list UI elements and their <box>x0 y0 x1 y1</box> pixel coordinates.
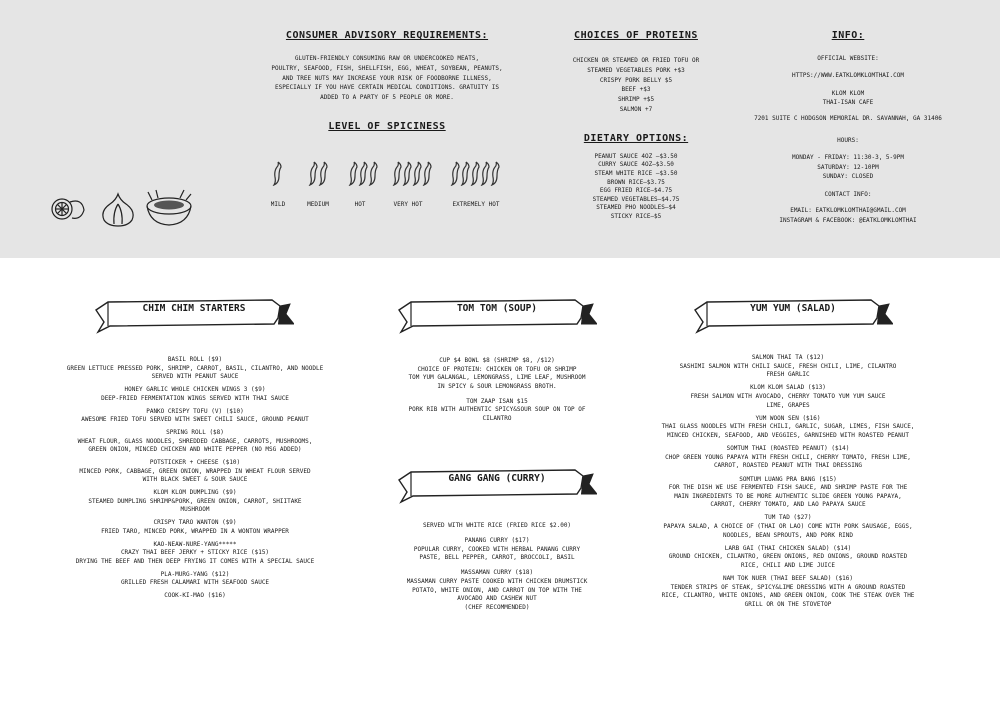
menu-item-description: RICE, CILANTRO, WHITE ONIONS, AND GREEN ONION, COOK THE STEAK OVER THE <box>661 592 915 600</box>
menu-item <box>638 476 938 510</box>
menu-item-description: RICE, CHILI AND LIME JUICE <box>741 562 835 570</box>
chili-icon <box>480 160 490 186</box>
menu-item-description: PAPAYA SALAD, A CHOICE OF (THAI OR LAO) COME WITH PORK SAUSAGE, EGGS, <box>663 523 913 531</box>
menu-item <box>40 429 350 455</box>
advisory-line: ADDED TO A PARTY OF 5 PEOPLE OR MORE. <box>320 94 454 102</box>
menu-item <box>638 415 938 441</box>
chili-icon <box>450 160 460 186</box>
menu-item-description: GRILLED FRESH CALAMARI WITH SEAFOOD SAUCE <box>120 579 270 587</box>
menu-item-name: HONEY GARLIC WHOLE CHICKEN WINGS 3 ($9) <box>124 386 266 394</box>
menu-item-description: MUSHROOM <box>180 506 210 514</box>
menu-item-name: YUM WOON SEN ($16) <box>755 414 821 422</box>
menu-item <box>352 569 642 612</box>
dietary-line: STEAMED VEGETABLES—$4.75 <box>592 195 680 203</box>
menu-item-name: MASSAMAN CURRY ($18) <box>460 569 534 577</box>
advisory-line: POULTRY, SEAFOOD, FISH, SHELLFISH, EGG, WHEAT, SOYBEAN, PEANUTS, <box>271 64 503 72</box>
hours-line: MONDAY - FRIDAY: 11:30-3, 5-9PM <box>792 153 904 161</box>
info-title: INFO: <box>831 30 865 41</box>
menu-item-name: TUM TAD ($27) <box>764 514 812 522</box>
menu-item-name: COOK-KI-MAO ($16) <box>164 592 226 600</box>
menu-item-description: FRESH GARLIC <box>766 371 810 379</box>
dietary-line: STEAMED PHO NOODLES—$4 <box>596 204 676 212</box>
banner-curry <box>397 466 597 506</box>
spice-label-medium: MEDIUM <box>307 201 329 208</box>
protein-line: SHRIMP +$5 <box>617 96 655 104</box>
chili-icon <box>470 160 480 186</box>
menu-item <box>40 459 350 485</box>
menu-item-description: PASTE, BELL PEPPER, CARROT, BROCCOLI, BASIL <box>419 554 575 562</box>
menu-item-description: IN SPICY & SOUR LEMONGRASS BROTH. <box>437 382 557 390</box>
spice-title: LEVEL OF SPICINESS <box>328 120 446 132</box>
chili-icon <box>368 160 378 186</box>
contact-social[interactable]: INSTAGRAM & FACEBOOK: @EATKLOMKLOMTHAI <box>779 216 917 224</box>
menu-item <box>40 489 350 515</box>
menu-item-description: CHOICE OF PROTEIN: CHICKEN OR TOFU OR SHRIMP <box>417 365 577 373</box>
menu-item <box>352 522 642 531</box>
lime-icon <box>52 199 84 219</box>
banner-starters <box>94 296 294 336</box>
menu-item-name: PLA-MURG-YANG ($12) <box>160 570 230 578</box>
menu-item-description: WHEAT FLOUR, GLASS NOODLES, SHREDDED CABBAGE, CARROTS, MUSHROOMS, <box>77 437 313 445</box>
banner-soup <box>397 296 597 336</box>
menu-item-name: BASIL ROLL ($9) <box>167 356 223 363</box>
menu-item <box>40 356 350 382</box>
dietary-line: STICKY RICE—$5 <box>610 212 662 220</box>
dietary-line: EGG FRIED RICE—$4.75 <box>599 187 673 195</box>
protein-line: BEEF +$3 <box>621 86 651 94</box>
menu-item <box>638 384 938 410</box>
menu-item-description: SERVED WITH PEANUT SAUCE <box>151 373 239 381</box>
menu-item-description: CRAZY THAI BEEF JERKY + STICKY RICE ($15) <box>120 549 270 557</box>
menu-item-description: AVOCADO AND CASHEW NUT <box>457 595 537 603</box>
menu-item <box>638 575 938 609</box>
menu-item-description: DRYING THE BEEF AND THEN DEEP FRYING IT COMES WITH A SPECIAL SAUCE <box>75 557 315 565</box>
menu-item <box>638 545 938 571</box>
banner-salad <box>693 296 893 336</box>
menu-item-description: STEAMED DUMPLING SHRIMP&PORK, GREEN ONION, CARROT, SHIITAKE <box>88 497 302 505</box>
menu-item-description: MASSAMAN CURRY PASTE COOKED WITH CHICKEN DRUMSTICK <box>406 577 588 585</box>
menu-item-description: TOM YUM GALANGAL, LEMONGRASS, LIME LEAF, MUSHROOM <box>408 374 586 382</box>
chili-icon <box>402 160 412 186</box>
protein-line: STEAMED VEGETABLES PORK +$3 <box>587 66 685 74</box>
starters-list <box>40 356 350 605</box>
contact-email[interactable]: EMAIL: EATKLOMKLOMTHAI@GMAIL.COM <box>790 206 906 214</box>
menu-item-name: SERVED WITH WHITE RICE (FRIED RICE $2.00) <box>422 522 572 529</box>
ingredient-illustrations <box>48 188 198 230</box>
advisory-title: CONSUMER ADVISORY REQUIREMENTS: <box>285 30 489 41</box>
menu-item <box>40 592 350 601</box>
salad-list <box>638 354 938 614</box>
ribbon-icon <box>397 296 597 336</box>
advisory-line: GLUTEN-FRIENDLY CONSUMING RAW OR UNDERCOOKED MEATS, <box>294 55 480 62</box>
restaurant-subtitle: THAI-ISAN CAFE <box>822 99 874 107</box>
menu-item <box>638 514 938 540</box>
dietary-line: PEANUT SAUCE 4OZ —$3.50 <box>594 152 678 160</box>
spice-label-extremely-hot: EXTREMELY HOT <box>452 201 500 208</box>
chili-icon <box>392 160 402 186</box>
menu-item-name: CUP $4 BOWL $8 (SHRIMP $8, /$12) <box>439 357 555 364</box>
menu-item <box>40 541 350 567</box>
menu-item-name: SOMTUM THAI (ROASTED PEANUT) ($14) <box>726 445 850 453</box>
menu-item-description: THAI GLASS NOODLES WITH FRESH CHILI, GARLIC, SUGAR, LIMES, FISH SAUCE, <box>661 423 915 431</box>
section-title-starters: CHIM CHIM STARTERS <box>142 303 246 314</box>
menu-item-description: CARROT, CHERRY TOMATO, AND LAO PAPAYA SAUCE <box>710 501 866 509</box>
hours-line: SUNDAY: CLOSED <box>822 173 874 181</box>
menu-item-description: GROUND CHICKEN, CILANTRO, GREEN ONIONS, RED ONIONS, GROUND ROASTED <box>668 553 908 561</box>
menu-item-name: SPRING ROLL ($8) <box>166 429 224 437</box>
restaurant-name: KLOM KLOM <box>831 89 865 97</box>
menu-item-name: KAO-NEAW-NURE-YANG***** <box>153 540 237 548</box>
menu-item-name: PANANG CURRY ($17) <box>464 537 530 545</box>
spice-label-hot: HOT <box>354 201 366 208</box>
garlic-icon <box>103 194 133 226</box>
chili-icon <box>272 160 282 186</box>
menu-item-description: CHOP GREEN YOUNG PAPAYA WITH FRESH CHILI, CHERRY TOMATO, FRESH LIME, <box>665 453 911 461</box>
chili-icon <box>422 160 432 186</box>
menu-item <box>638 445 938 471</box>
info-section <box>738 30 958 226</box>
hours-label: HOURS: <box>837 136 859 144</box>
website-link[interactable]: HTTPS://WWW.EATKLOMKLOMTHAI.COM <box>792 71 904 79</box>
menu-item-name: NAM TOK NUER (THAI BEEF SALAD) ($16) <box>722 575 854 583</box>
protein-line: SALMON +7 <box>619 105 653 113</box>
chili-icon <box>308 160 318 186</box>
advisory-line: ESPECIALLY IF YOU HAVE CERTAIN MEDICAL CONDITIONS. GRATUITY IS <box>275 84 499 92</box>
curry-list <box>352 522 642 619</box>
chili-icon <box>348 160 358 186</box>
menu-item-name: SOMTUM LUANG PRA BANG ($15) <box>739 475 837 483</box>
chili-icon <box>318 160 328 186</box>
menu-item <box>40 571 350 588</box>
menu-item-description: POTATO, WHITE ONION, AND CARROT ON TOP WITH THE <box>412 586 582 594</box>
menu-item <box>352 357 642 391</box>
section-title-soup: TOM TOM (SOUP) <box>456 303 538 314</box>
spice-scale <box>260 160 520 212</box>
menu-item-description: SASHIMI SALMON WITH CHILI SAUCE, FRESH CHILI, LIME, CILANTRO <box>679 362 897 370</box>
menu-item-name: KLOM KLOM SALAD ($13) <box>750 384 826 392</box>
advisory-section <box>252 30 522 132</box>
chili-icon <box>490 160 500 186</box>
menu-item-description: CILANTRO <box>482 415 512 423</box>
menu-item-name: SALMON THAI TA ($12) <box>751 354 825 361</box>
section-title-salad: YUM YUM (SALAD) <box>750 303 836 314</box>
menu-item-description: MINCED PORK, CABBAGE, GREEN ONION, WRAPPED IN WHEAT FLOUR SERVED <box>79 467 311 475</box>
menu-item-description: MINCED CHICKEN, SEAFOOD, AND VEGGIES, GARNISHED WITH ROASTED PEANUT <box>666 431 910 439</box>
chili-icon <box>412 160 422 186</box>
hours-line: SATURDAY: 12-10PM <box>817 163 879 171</box>
menu-item <box>638 354 938 380</box>
menu-item-description: WITH BLACK SWEET & SOUR SAUCE <box>142 476 248 484</box>
menu-item <box>40 519 350 536</box>
chili-icon <box>358 160 368 186</box>
soup-list <box>352 357 642 430</box>
contact-label: CONTACT INFO: <box>824 191 872 199</box>
menu-item-description: NOODLES, BEAN SPROUTS, AND PORK RIND <box>722 531 854 539</box>
advisory-line: AND TREE NUTS MAY INCREASE YOUR RISK OF FOODBORNE ILLNESS, <box>282 74 492 82</box>
spice-label-very-hot: VERY HOT <box>393 201 423 208</box>
menu-item <box>352 398 642 424</box>
address: 7201 SUITE C HODGSON MEMORIAL DR. SAVANNAH, GA 31406 <box>754 115 942 123</box>
menu-item-description: GREEN ONION, MINCED CHICKEN AND WHITE PEPPER (NO MSG ADDED) <box>88 446 302 454</box>
menu-item <box>40 408 350 425</box>
menu-item-description: POPULAR CURRY, COOKED WITH HERBAL PANANG CURRY <box>413 545 581 553</box>
website-label: OFFICIAL WEBSITE: <box>817 55 879 62</box>
ribbon-icon <box>94 296 294 336</box>
menu-item-name: POTSTICKER + CHEESE ($10) <box>149 459 241 467</box>
section-title-curry: GANG GANG (CURRY) <box>448 473 546 484</box>
ribbon-icon <box>397 466 597 506</box>
spice-label-mild: MILD <box>270 201 286 208</box>
menu-item-description: MAIN INGREDIENTS TO BE MORE AUTHENTIC SLIDE GREEN YOUNG PAPAYA, <box>674 492 902 500</box>
bowl-icon <box>147 190 191 225</box>
menu-item-description: CARROT, ROASTED PEANUT WITH THAI DRESSING <box>713 462 863 470</box>
proteins-section <box>536 30 736 222</box>
ribbon-icon <box>693 296 893 336</box>
menu-item-name: KLOM KLOM DUMPLING ($9) <box>153 489 237 497</box>
menu-item-description: PORK RIB WITH AUTHENTIC SPICY&SOUR SOUP ON TOP OF <box>408 406 586 414</box>
chili-icon <box>460 160 470 186</box>
menu-item <box>352 537 642 563</box>
menu-item-description: (CHEF RECOMMENDED) <box>464 603 530 611</box>
menu-item-description: GREEN LETTUCE PRESSED PORK, SHRIMP, CARROT, BASIL, CILANTRO, AND NOODLE <box>66 364 324 372</box>
menu-item <box>40 386 350 403</box>
menu-item-description: FRESH SALMON WITH AVOCADO, CHERRY TOMATO YUM YUM SAUCE <box>690 392 886 400</box>
dietary-title: DIETARY OPTIONS: <box>583 132 689 144</box>
menu-item-description: GRILL OR ON THE STOVETOP <box>744 601 832 608</box>
dietary-line: STEAM WHITE RICE —$3.50 <box>594 169 678 177</box>
protein-line: CRISPY PORK BELLY $5 <box>599 76 673 84</box>
menu-item-description: FRIED TARO, MINCED PORK, WRAPPED IN A WONTON WRAPPER <box>101 527 289 535</box>
menu-item-description: FOR THE DISH WE USE FERMENTED FISH SAUCE, AND SHRIMP PASTE FOR THE <box>668 484 908 492</box>
protein-line: CHICKEN OR STEAMED OR FRIED TOFU OR <box>572 57 700 64</box>
menu-item-name: TOM ZAAP ISAN $15 <box>466 397 528 405</box>
dietary-line: BROWN RICE—$3.75 <box>607 178 665 186</box>
menu-item-description: AWESOME FRIED TOFU SERVED WITH SWEET CHILI SAUCE, GROUND PEANUT <box>81 416 309 424</box>
dietary-line: CURRY SAUCE 4OZ—$3.50 <box>598 161 674 169</box>
menu-item-description: DEEP-FRIED FERMENTATION WINGS SERVED WITH THAI SAUCE <box>101 394 289 402</box>
menu-item-name: PANKO CRISPY TOFU (V) ($10) <box>146 407 244 415</box>
chili-row <box>260 160 520 184</box>
menu-item-name: LARB GAI (THAI CHICKEN SALAD) ($14) <box>724 544 852 552</box>
proteins-title: CHOICES OF PROTEINS <box>574 30 698 41</box>
menu-item-name: CRISPY TARO WANTON ($9) <box>153 519 237 527</box>
menu-item-description: LIME, GRAPES <box>766 401 810 409</box>
menu-item-description: TENDER STRIPS OF STEAK, SPICY&LIME DRESSING WITH A GROUND ROASTED <box>670 583 906 591</box>
